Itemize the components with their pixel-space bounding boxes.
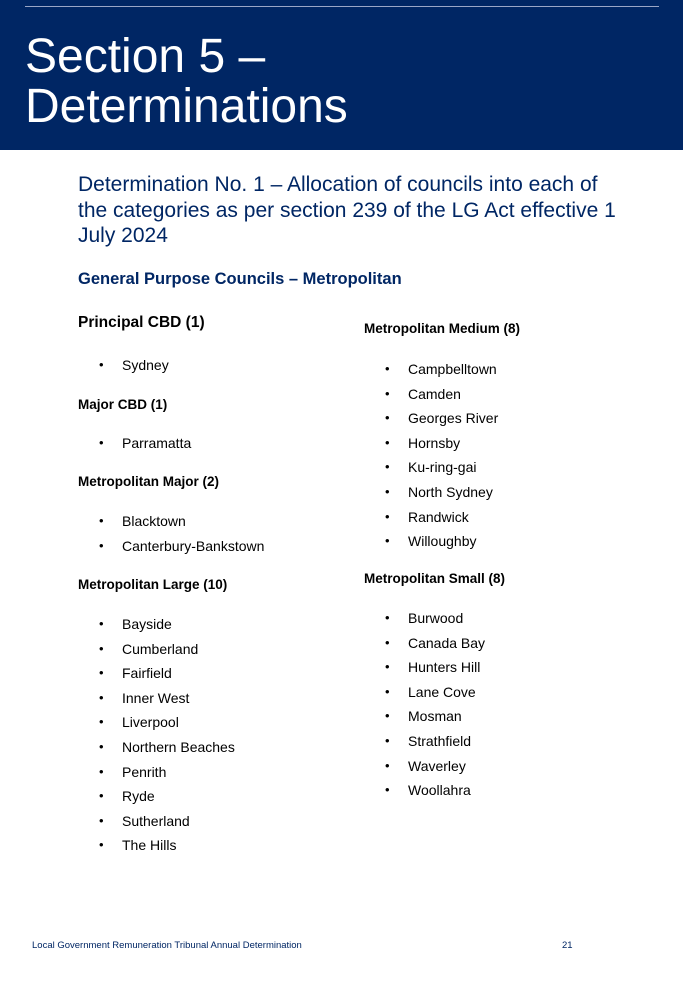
bullet-icon: • [99,788,104,804]
list-item [364,658,505,683]
council-name: Ku-ring-gai [408,459,477,476]
category-list [78,512,264,561]
category-metropolitan-small [364,570,505,806]
list-item [364,385,520,410]
list-item [364,508,520,533]
bullet-icon: • [385,361,390,376]
council-name: Waverley [408,757,466,774]
list-item [78,512,264,537]
header-rule [25,6,659,7]
council-name: Georges River [408,410,499,427]
bullet-icon: • [385,782,390,798]
list-item [78,738,235,763]
bullet-icon: • [385,385,390,401]
bullet-icon: • [385,659,390,675]
bullet-icon: • [385,732,390,748]
list-item [364,458,520,483]
council-name: Canada Bay [408,634,486,651]
category-title: Metropolitan Medium (8) [364,321,520,336]
council-name: Burwood [408,610,464,626]
list-item [364,683,505,708]
council-name: Blacktown [122,513,186,529]
council-name: Mosman [408,708,462,725]
list-item [364,732,505,757]
list-item [364,757,505,782]
list-item [78,615,235,640]
category-list [364,609,505,806]
bullet-icon: • [385,634,390,650]
list-item [78,812,235,837]
category-principal-cbd [78,314,205,381]
council-name: Cumberland [122,640,199,657]
category-metropolitan-major [78,473,264,561]
category-list [78,434,191,459]
list-item [78,689,235,714]
category-title: Metropolitan Major (2) [78,474,219,489]
council-name: Sydney [122,357,169,373]
bullet-icon: • [99,738,104,754]
bullet-icon: • [99,763,104,779]
category-list [78,615,235,861]
bullet-icon: • [99,714,104,730]
council-name: Woollahra [408,782,471,799]
list-item [78,537,264,562]
category-title: Metropolitan Large (10) [78,577,228,592]
list-item [364,609,505,634]
bullet-icon: • [99,640,104,656]
list-item [78,836,235,861]
page-title-line2: Determinations [25,80,348,133]
header-banner [0,0,683,150]
bullet-icon: • [99,537,104,553]
category-metropolitan-large [78,576,235,861]
list-item [364,634,505,659]
council-name: Strathfield [408,732,472,749]
council-name: Parramatta [122,435,192,451]
list-item [78,434,191,459]
bullet-icon: • [99,665,104,681]
list-item [364,360,520,385]
bullet-icon: • [99,357,104,372]
bullet-icon: • [385,683,390,699]
category-list [78,356,205,381]
bullet-icon: • [385,459,390,475]
council-name: Liverpool [122,714,179,731]
category-major-cbd [78,396,191,459]
determination-subtitle: Determination No. 1 – Allocation of councils into each of the categories as per section 239 of the LG Act effective 1 July 2024 [78,173,616,247]
bullet-icon: • [99,616,104,631]
section-heading: General Purpose Councils – Metropolitan [78,270,402,288]
list-item [364,434,520,459]
council-name: Penrith [122,763,167,780]
bullet-icon: • [99,689,104,705]
bullet-icon: • [385,410,390,426]
council-name: Lane Cove [408,683,476,700]
list-item [78,763,235,788]
council-name: The Hills [122,837,177,854]
council-name: Hornsby [408,434,461,451]
list-item [364,532,520,557]
list-item [78,640,235,665]
bullet-icon: • [385,533,390,549]
list-item [364,409,520,434]
bullet-icon: • [99,837,104,853]
list-item [78,664,235,689]
council-name: Canterbury-Bankstown [122,537,265,554]
council-name: Randwick [408,508,469,525]
council-name: Sutherland [122,812,190,829]
footer-document-title: Local Government Remuneration Tribunal Annual Determination [32,940,302,951]
council-name: Campbelltown [408,361,497,377]
category-metropolitan-medium [364,320,520,557]
bullet-icon: • [99,435,104,450]
bullet-icon: • [385,508,390,524]
council-name: Northern Beaches [122,738,235,755]
bullet-icon: • [385,708,390,724]
list-item [78,356,205,381]
bullet-icon: • [99,513,104,528]
category-title: Major CBD (1) [78,397,168,412]
category-list [364,360,520,557]
council-name: Inner West [122,689,190,706]
list-item [78,713,235,738]
list-item [78,787,235,812]
list-item [364,781,505,806]
bullet-icon: • [385,483,390,499]
category-title: Metropolitan Small (8) [364,571,506,586]
bullet-icon: • [385,610,390,625]
category-title: Principal CBD (1) [78,314,205,331]
council-name: North Sydney [408,483,493,500]
council-name: Hunters Hill [408,659,481,676]
council-name: Ryde [122,788,155,805]
bullet-icon: • [385,434,390,450]
council-name: Willoughby [408,533,477,550]
bullet-icon: • [99,812,104,828]
bullet-icon: • [385,757,390,773]
council-name: Bayside [122,616,172,632]
page-title [25,32,348,132]
list-item [364,707,505,732]
page-title-line1: Section 5 – [25,30,266,83]
council-name: Fairfield [122,665,172,682]
list-item [364,483,520,508]
footer-page-number: 21 [562,940,573,951]
council-name: Camden [408,385,461,402]
